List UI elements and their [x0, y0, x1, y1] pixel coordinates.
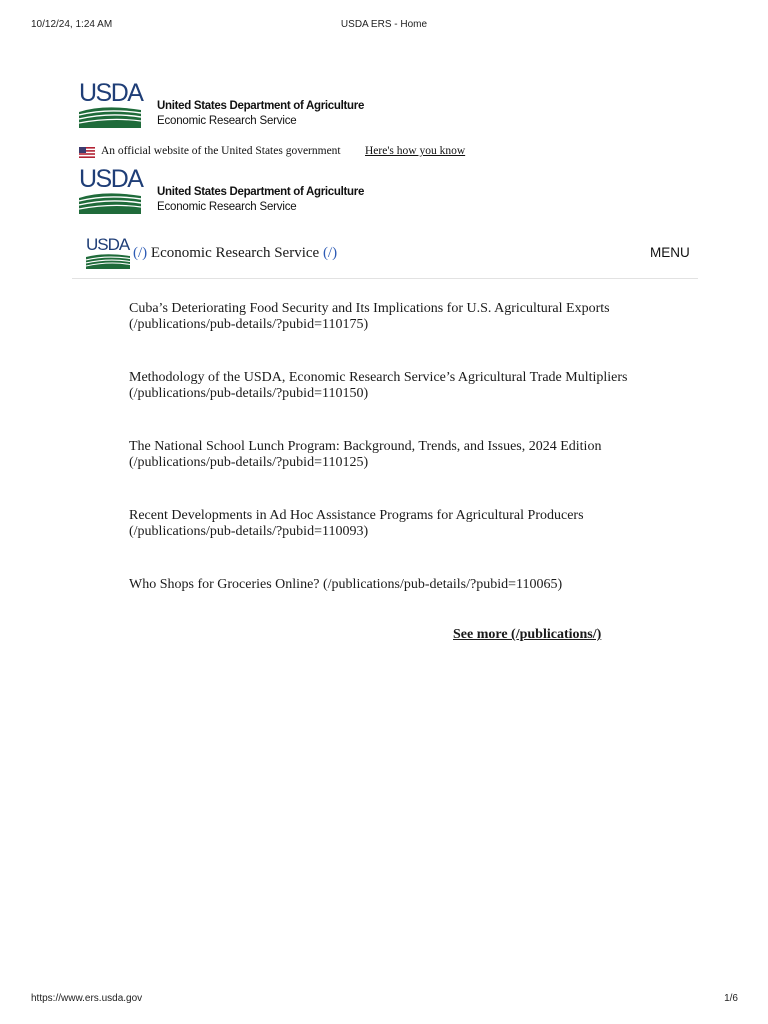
publication-link[interactable]: The National School Lunch Program: Background, Trends, and Issues, 2024 Edition (/publications/pub-details/?pubid=110125)	[129, 439, 602, 470]
print-date: 10/12/24, 1:24 AM	[31, 19, 113, 30]
agency-name: Economic Research Service	[157, 115, 297, 127]
usda-logo-text	[157, 99, 364, 129]
us-flag-icon	[79, 147, 95, 158]
agency-name: Economic Research Service	[157, 201, 297, 213]
print-url: https://www.ers.usda.gov	[31, 993, 143, 1004]
publication-link[interactable]: Who Shops for Groceries Online? (/publications/pub-details/?pubid=110065)	[129, 577, 563, 592]
usda-logo-mark	[79, 79, 143, 130]
department-name: United States Department of Agriculture	[157, 186, 365, 198]
publication-link[interactable]: Methodology of the USDA, Economic Research Service’s Agricultural Trade Multipliers (/publications/pub-details/?pubid=110150)	[129, 370, 628, 401]
site-name: Economic Research Service	[150, 245, 320, 261]
usda-landscape-icon	[79, 106, 141, 128]
nav-site-title[interactable]	[133, 245, 337, 262]
publications-list	[129, 301, 649, 593]
menu-button[interactable]: MENU	[650, 245, 690, 260]
usda-logo-letters: USDA	[79, 165, 143, 193]
official-site-text: An official website of the United States government	[101, 145, 341, 157]
usda-landscape-icon	[79, 192, 141, 214]
print-page-number: 1/6	[724, 993, 738, 1004]
publication-link[interactable]: Cuba’s Deteriorating Food Security and Its Implications for U.S. Agricultural Exports (/publications/pub-details/?pubid=110175)	[129, 301, 610, 332]
print-header	[0, 19, 768, 33]
print-title: USDA ERS - Home	[340, 19, 428, 30]
publication-link[interactable]: Recent Developments in Ad Hoc Assistance Programs for Agricultural Producers (/publications/pub-details/?pubid=110093)	[129, 508, 584, 539]
see-more-link[interactable]: See more (/publications/)	[453, 627, 602, 642]
site-navbar	[72, 236, 698, 279]
home-link-2[interactable]: (/)	[322, 245, 338, 261]
nav-usda-logo[interactable]	[86, 237, 130, 270]
how-you-know-link[interactable]: Here's how you know	[365, 145, 466, 157]
usda-logo-mark	[79, 165, 143, 216]
usda-landscape-icon	[86, 253, 130, 269]
department-name: United States Department of Agriculture	[157, 100, 365, 112]
usda-logo[interactable]	[79, 79, 399, 132]
print-footer	[0, 993, 768, 1007]
usda-logo-secondary[interactable]	[79, 165, 399, 218]
usda-logo-letters: USDA	[79, 79, 143, 107]
home-link[interactable]: (/)	[133, 245, 148, 261]
usda-logo-text	[157, 185, 364, 215]
nav-logo-letters: USDA	[86, 235, 130, 254]
